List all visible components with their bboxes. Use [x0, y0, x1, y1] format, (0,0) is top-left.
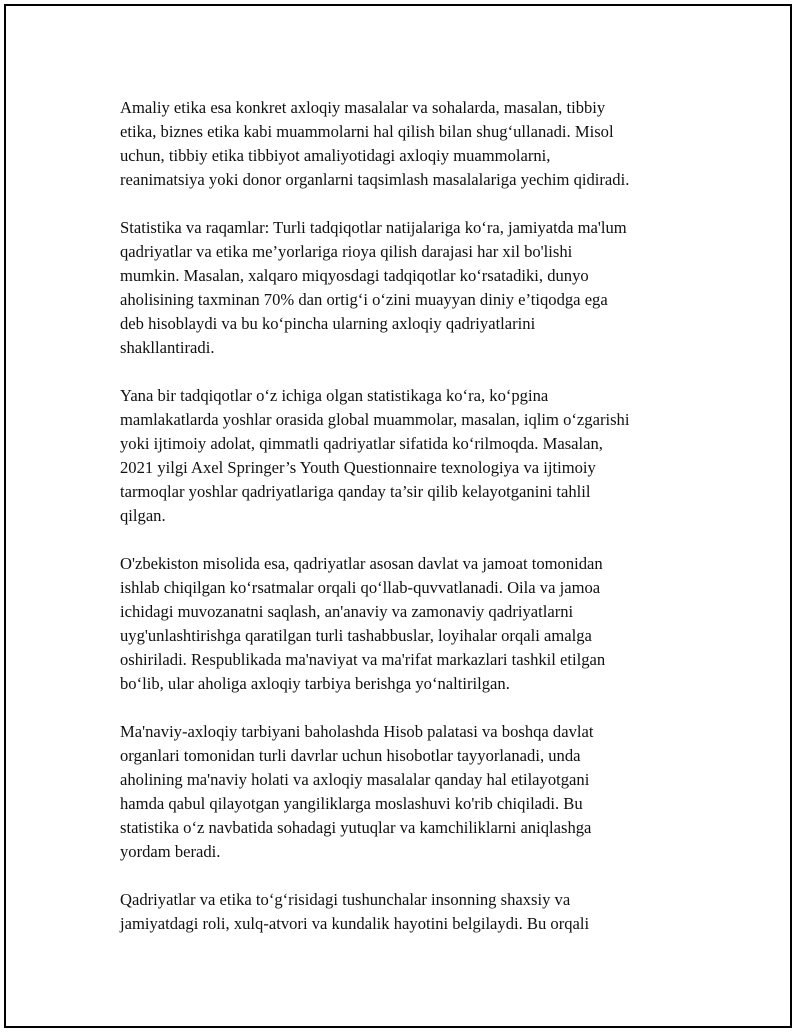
text-line: aholining ma'naviy holati va axloqiy masalalar qanday hal etilayotgani	[120, 770, 590, 789]
paragraph-applied-ethics	[120, 96, 695, 192]
text-line: O'zbekiston misolida esa, qadriyatlar asosan davlat va jamoat tomonidan	[120, 554, 603, 573]
text-line: Qadriyatlar va etika to‘g‘risidagi tushunchalar insonning shaxsiy va	[120, 890, 571, 909]
text-line: uyg'unlashtirishga qaratilgan turli tashabbuslar, loyihalar orqali amalga	[120, 626, 592, 645]
paragraph-statistics	[120, 216, 695, 360]
text-line: organlari tomonidan turli davrlar uchun hisobotlar tayyorlanadi, unda	[120, 746, 581, 765]
text-line: Yana bir tadqiqotlar o‘z ichiga olgan statistikaga ko‘ra, ko‘pgina	[120, 386, 549, 405]
text-line: jamiyatdagi roli, xulq-atvori va kundalik hayotini belgilaydi. Bu orqali	[120, 914, 590, 933]
text-line: mamlakatlarda yoshlar orasida global muammolar, masalan, iqlim o‘zgarishi	[120, 410, 630, 429]
text-line: etika, biznes etika kabi muammolarni hal qilish bilan shug‘ullanadi. Misol	[120, 122, 614, 141]
text-line: 2021 yilgi Axel Springer’s Youth Questionnaire texnologiya va ijtimoiy	[120, 458, 596, 477]
text-line: qilgan.	[120, 506, 166, 525]
paragraph-youth-research	[120, 384, 695, 528]
text-line: reanimatsiya yoki donor organlarni taqsimlash masalalariga yechim qidiradi.	[120, 170, 630, 189]
text-line: bo‘lib, ular aholiga axloqiy tarbiya berishga yo‘naltirilgan.	[120, 674, 510, 693]
text-line: aholisining taxminan 70% dan ortig‘i o‘zini muayyan diniy e’tiqodga ega	[120, 290, 608, 309]
text-line: qadriyatlar va etika me’yorlariga rioya qilish darajasi har xil bo'lishi	[120, 242, 573, 261]
paragraph-uzbekistan-example	[120, 552, 695, 696]
paragraph-values-ethics	[120, 888, 695, 936]
text-line: shakllantiradi.	[120, 338, 215, 357]
text-line: oshiriladi. Respublikada ma'naviyat va ma'rifat markazlari tashkil etilgan	[120, 650, 606, 669]
text-line: uchun, tibbiy etika tibbiyot amaliyotidagi axloqiy muammolarni,	[120, 146, 551, 165]
text-line: ishlab chiqilgan ko‘rsatmalar orqali qo‘llab-quvvatlanadi. Oila va jamoa	[120, 578, 601, 597]
text-line: deb hisoblaydi va bu ko‘pincha ularning axloqiy qadriyatlarini	[120, 314, 536, 333]
paragraph-moral-assessment	[120, 720, 695, 864]
text-line: yordam beradi.	[120, 842, 221, 861]
document-body	[120, 96, 695, 936]
text-line: tarmoqlar yoshlar qadriyatlariga qanday ta’sir qilib kelayotganini tahlil	[120, 482, 591, 501]
text-line: mumkin. Masalan, xalqaro miqyosdagi tadqiqotlar ko‘rsatadiki, dunyo	[120, 266, 589, 285]
text-line: statistika o‘z navbatida sohadagi yutuqlar va kamchiliklarni aniqlashga	[120, 818, 592, 837]
text-line: Statistika va raqamlar: Turli tadqiqotlar natijalariga ko‘ra, jamiyatda ma'lum	[120, 218, 627, 237]
text-line: ichidagi muvozanatni saqlash, an'anaviy va zamonaviy qadriyatlarni	[120, 602, 574, 621]
text-line: yoki ijtimoiy adolat, qimmatli qadriyatlar sifatida ko‘rilmoqda. Masalan,	[120, 434, 603, 453]
text-line: Amaliy etika esa konkret axloqiy masalalar va sohalarda, masalan, tibbiy	[120, 98, 606, 117]
page-frame	[4, 4, 792, 1028]
text-line: hamda qabul qilayotgan yangiliklarga moslashuvi ko'rib chiqiladi. Bu	[120, 794, 583, 813]
text-line: Ma'naviy-axloqiy tarbiyani baholashda Hisob palatasi va boshqa davlat	[120, 722, 594, 741]
